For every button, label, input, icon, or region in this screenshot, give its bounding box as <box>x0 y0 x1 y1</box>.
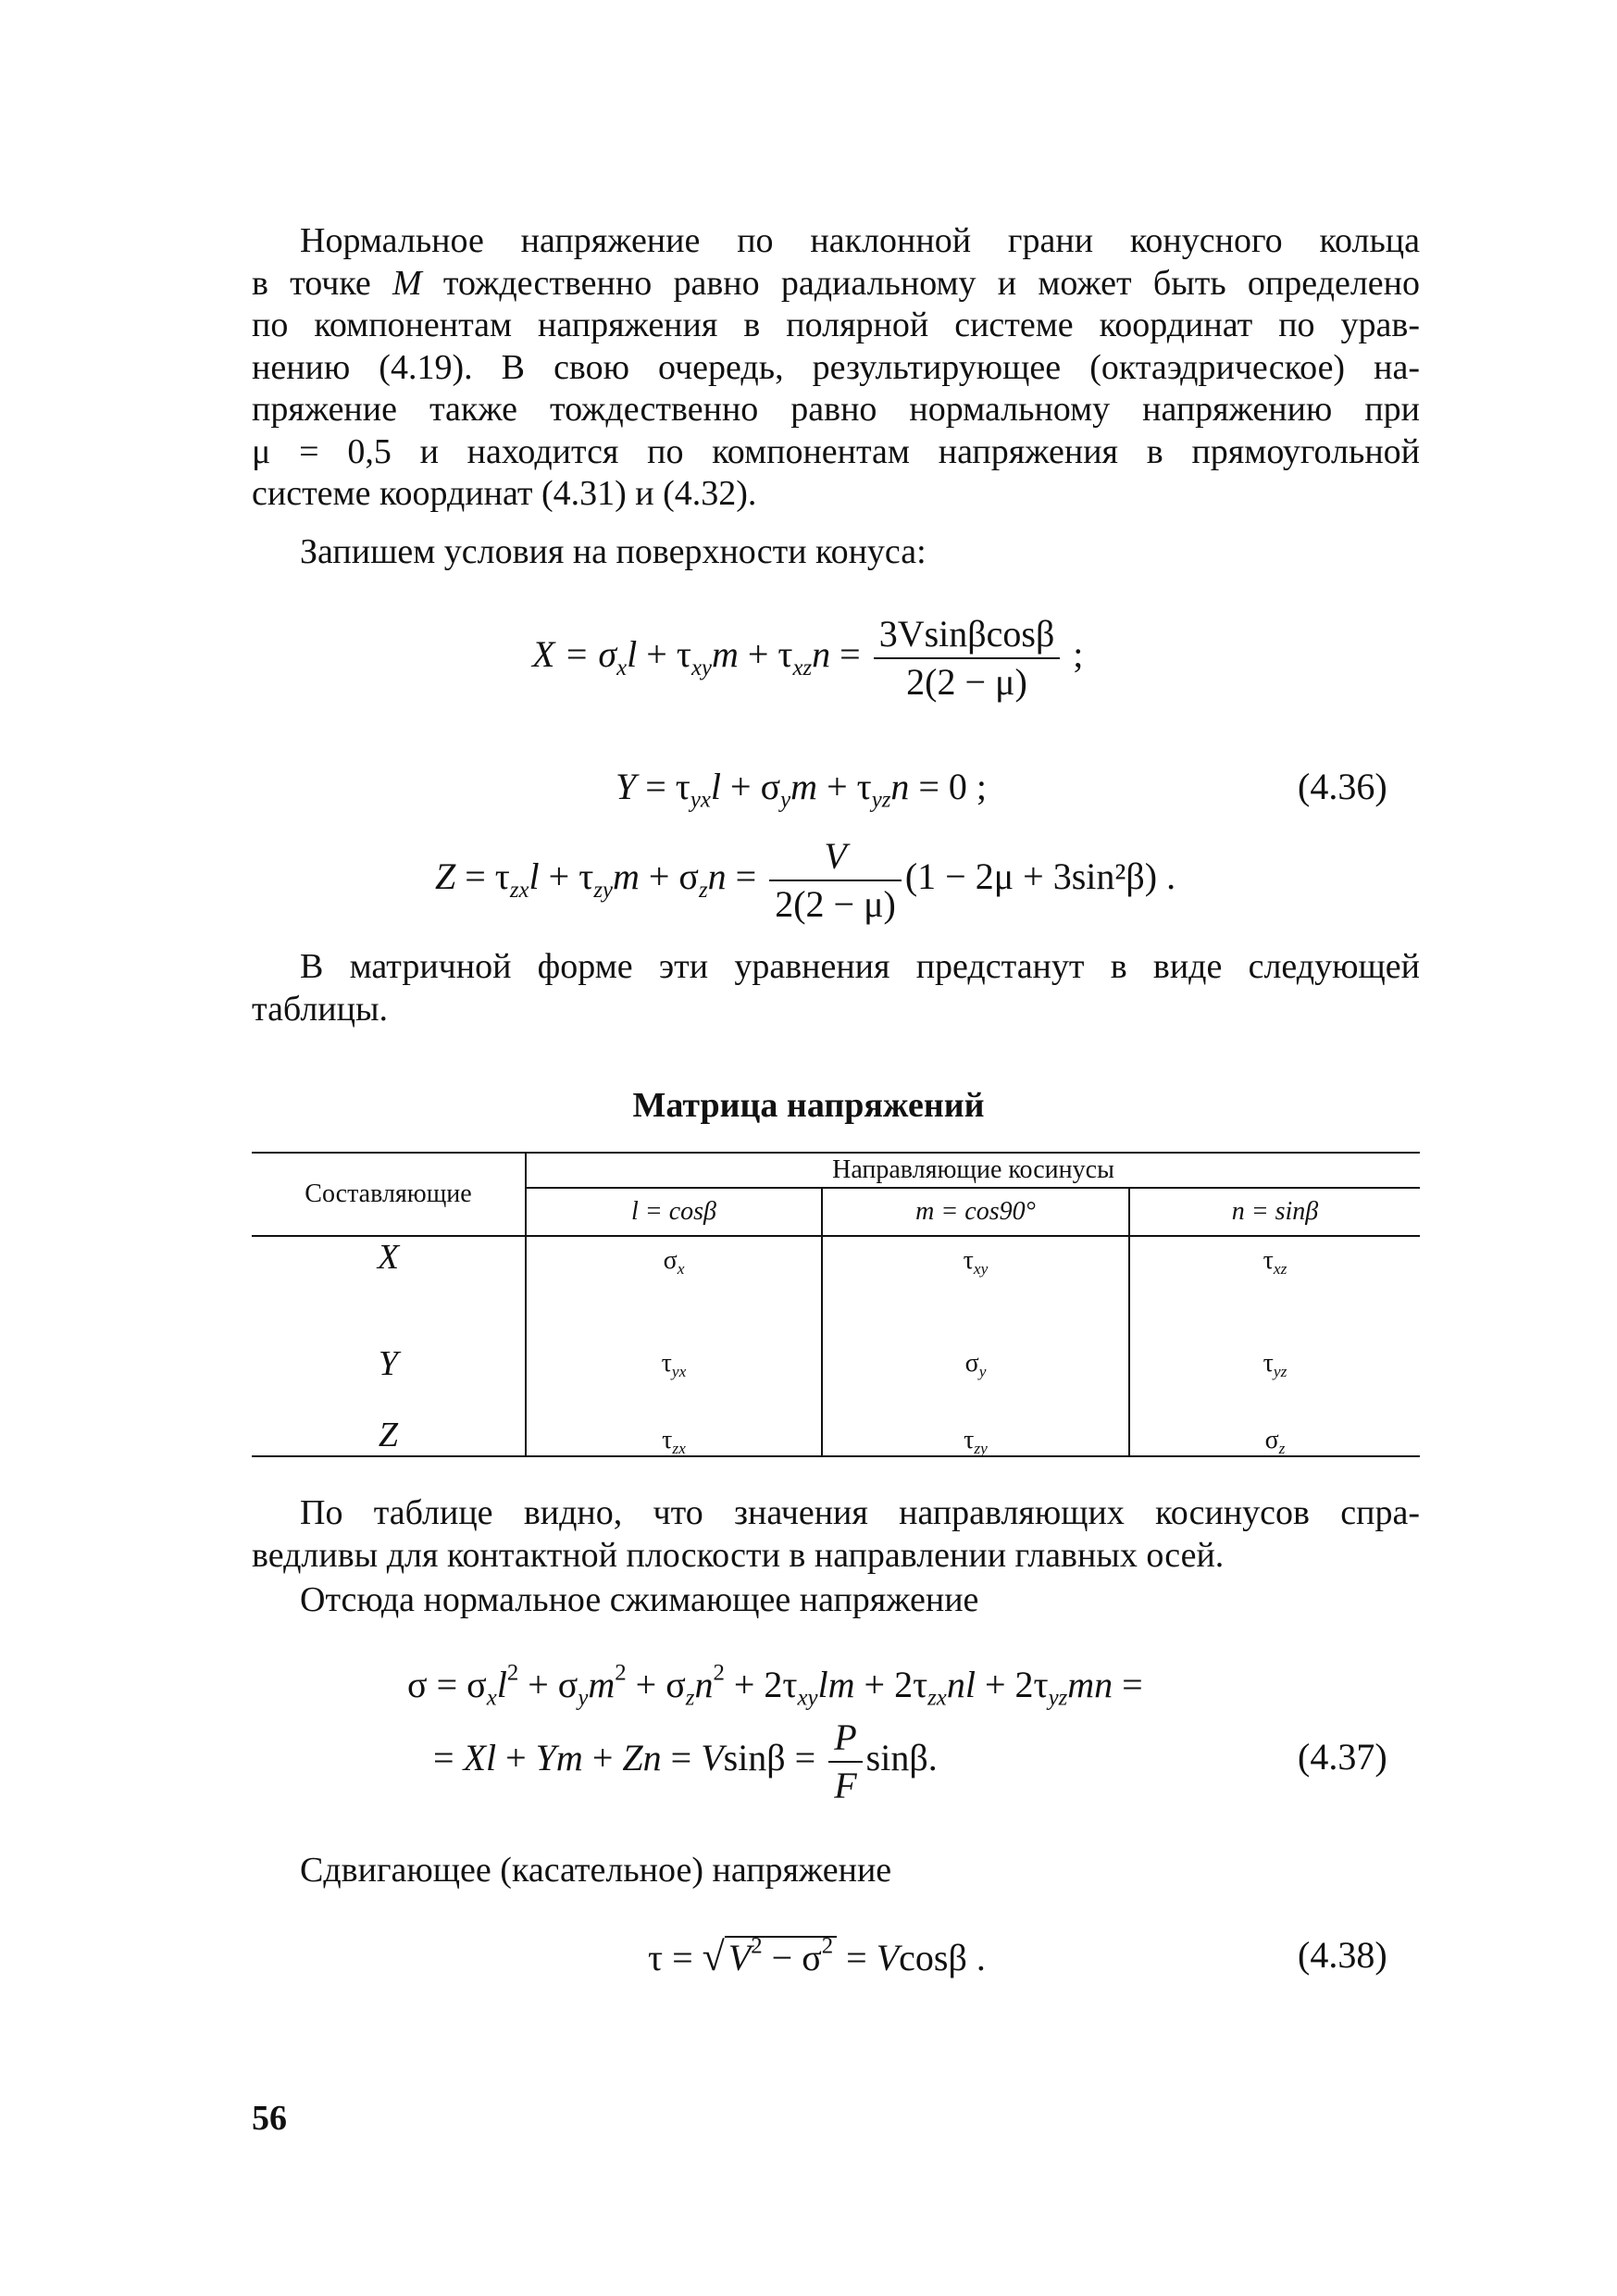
equation-number-4-37: (4.37) <box>1298 1736 1387 1778</box>
text-line: нению (4.19). В свою очередь, результирующее (октаэдрическое) на- <box>252 347 1420 387</box>
fraction: $\frac{V}{2(2 - \mu)}$ <box>769 833 902 928</box>
equation-x: $X = \sigma_xl + \tau_{xy}m + \tau_{xz}n$ = $\frac{3Vsin\beta\cos\beta}{2(2 - \mu)}$ ; <box>532 611 1083 705</box>
table-cell: $\tau_{xy}$ <box>822 1236 1129 1321</box>
table-cell: $\tau_{zy}$ <box>822 1406 1129 1456</box>
table-row <box>252 1406 1420 1456</box>
table-row <box>252 1321 1420 1406</box>
text-line: ведливы для контактной плоскости в направлении главных осей. <box>252 1535 1225 1575</box>
text-line: системе координат (4.31) и (4.32). <box>252 474 757 513</box>
text-line: В матричной форме эти уравнения предстанут в виде следующей <box>300 947 1420 986</box>
paragraph-compressive-stress <box>300 1579 1420 1622</box>
radical: $V^2 - \sigma^2$ <box>725 1936 837 1978</box>
row-label: X <box>252 1236 526 1321</box>
table-cell: $\sigma_x$ <box>526 1236 822 1321</box>
paragraph-cone-conditions <box>300 531 1420 574</box>
equation-4-38: τ = √ $V^2 - \sigma^2 = Vcos\beta$ . <box>648 1933 986 1979</box>
table-row <box>252 1236 1420 1321</box>
table-header-components: Составляющие <box>252 1153 526 1236</box>
text-line: пряжение также тождественно равно нормальному напряжению при <box>252 390 1420 429</box>
equation-z: $Z = \tau_{zx}l + \tau_{zy}m + \sigma_zn$ = $\frac{V}{2(2 - \mu)}$ (1 − 2μ + 3sin²β) . <box>435 833 1175 928</box>
paragraph-table-conclusion <box>252 1492 1420 1577</box>
text-line: по компонентам напряжения в полярной системе координат по урав- <box>252 306 1420 344</box>
text-line: Нормальное напряжение по наклонной грани конусного кольца <box>300 221 1420 260</box>
table-header-n: n = sinβ <box>1129 1188 1420 1236</box>
equation-4-37-line2: = Xl + Ym + Zn = Vsinβ = $\frac{P}{F}$ sinβ. <box>433 1715 938 1809</box>
paragraph-shear-stress <box>300 1850 1420 1892</box>
text-line: таблицы. <box>252 989 388 1029</box>
table-cell: $\tau_{xz}$ <box>1263 1246 1287 1279</box>
paragraph-matrix-form <box>252 946 1420 1030</box>
text-line: μ = 0,5 и находится по компонентам напряжения в прямоугольной <box>252 431 1420 471</box>
text-line: Запишем условия на поверхности конуса: <box>300 532 927 571</box>
table-header-direction-cosines: Направляющие косинусы <box>526 1153 1420 1188</box>
equation-y: $Y = \tau_{yx}l + \sigma_ym + \tau_{yz}n = 0$ ; <box>616 766 988 813</box>
table-header-l: l = cosβ <box>526 1188 822 1236</box>
fraction: $\frac{3Vsin\beta\cos\beta}{2(2 - \mu)}$ <box>874 611 1061 705</box>
paragraph-normal-stress <box>252 220 1420 516</box>
text-line: Сдвигающее (касательное) напряжение <box>300 1851 892 1890</box>
table-header-m: m = cos90° <box>822 1188 1129 1236</box>
row-label: Y <box>252 1321 526 1406</box>
table-title: Матрица напряжений <box>632 1086 985 1125</box>
page-number: 56 <box>252 2099 287 2138</box>
equation-number-4-38: (4.38) <box>1298 1934 1387 1976</box>
table-cell: $\tau_{yz}$ <box>1263 1349 1287 1381</box>
row-label: Z <box>252 1406 526 1456</box>
equation-number-4-36: (4.36) <box>1298 766 1387 807</box>
fraction: $\frac{P}{F}$ <box>828 1715 862 1809</box>
text-line: По таблице видно, что значения направляющих косинусов спра- <box>300 1493 1420 1532</box>
table-cell: $\tau_{yx}$ <box>526 1321 822 1406</box>
table-cell: $\sigma_y$ <box>822 1321 1129 1406</box>
table-cell: $\tau_{zx}$ <box>526 1406 822 1456</box>
text-line: Отсюда нормальное сжимающее напряжение <box>300 1580 979 1619</box>
stress-matrix-table <box>252 1152 1420 1457</box>
table-cell: $\sigma_z$ <box>1129 1406 1420 1456</box>
equation-4-37-line1: $\sigma = \sigma_xl^2 + \sigma_ym^2 + \sigma_zn^2 + 2\tau_{xy}lm + 2\tau_{zx}nl + 2\tau_{yz}mn$ = <box>407 1660 1143 1711</box>
text-line: в точке M тождественно равно радиальному и может быть определено <box>252 263 1420 303</box>
